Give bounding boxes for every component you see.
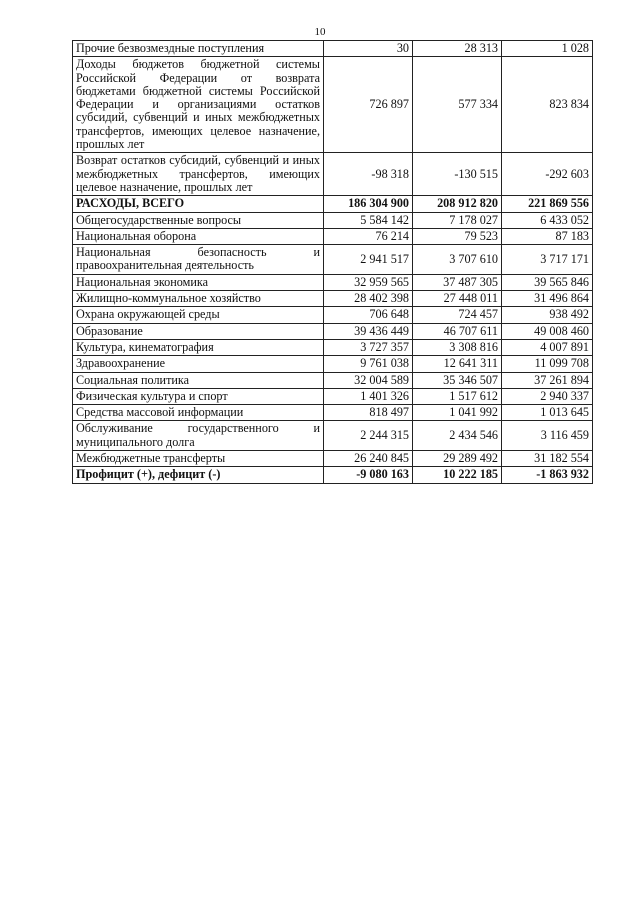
row-label: Возврат остатков субсидий, субвенций и иных межбюджетных трансфертов, имеющих целевое назначение, прошлых лет — [73, 153, 324, 196]
value-col-3: 37 261 894 — [502, 372, 593, 388]
value-col-3: -292 603 — [502, 153, 593, 196]
row-label: Национальная экономика — [73, 274, 324, 290]
value-col-2: -130 515 — [413, 153, 502, 196]
row-label: Профицит (+), дефицит (-) — [73, 467, 324, 483]
value-col-3: 49 008 460 — [502, 323, 593, 339]
row-label: Национальная оборона — [73, 228, 324, 244]
value-col-2: 577 334 — [413, 57, 502, 153]
table-row — [73, 228, 593, 244]
value-col-2: 10 222 185 — [413, 467, 502, 483]
value-col-2: 2 434 546 — [413, 421, 502, 451]
table-row — [73, 307, 593, 323]
value-col-3: 1 028 — [502, 41, 593, 57]
value-col-3: 39 565 846 — [502, 274, 593, 290]
value-col-2: 1 041 992 — [413, 405, 502, 421]
value-col-2: 35 346 507 — [413, 372, 502, 388]
table-row — [73, 372, 593, 388]
table-row — [73, 323, 593, 339]
value-col-1: -98 318 — [324, 153, 413, 196]
value-col-1: 26 240 845 — [324, 451, 413, 467]
table-row — [73, 405, 593, 421]
value-col-1: 726 897 — [324, 57, 413, 153]
table-row — [73, 153, 593, 196]
value-col-2: 724 457 — [413, 307, 502, 323]
row-label: Образование — [73, 323, 324, 339]
row-label: Межбюджетные трансферты — [73, 451, 324, 467]
value-col-3: 2 940 337 — [502, 388, 593, 404]
table-row — [73, 245, 593, 275]
value-col-1: 9 761 038 — [324, 356, 413, 372]
row-label: Национальная безопасность и правоохранительная деятельность — [73, 245, 324, 275]
table-row — [73, 274, 593, 290]
value-col-2: 208 912 820 — [413, 196, 502, 212]
value-col-3: 4 007 891 — [502, 339, 593, 355]
value-col-1: 818 497 — [324, 405, 413, 421]
value-col-1: 706 648 — [324, 307, 413, 323]
value-col-3: 1 013 645 — [502, 405, 593, 421]
value-col-2: 1 517 612 — [413, 388, 502, 404]
value-col-1: -9 080 163 — [324, 467, 413, 483]
row-label: Средства массовой информации — [73, 405, 324, 421]
row-label: Прочие безвозмездные поступления — [73, 41, 324, 57]
budget-table-body — [73, 41, 593, 484]
value-col-1: 76 214 — [324, 228, 413, 244]
value-col-2: 28 313 — [413, 41, 502, 57]
table-row — [73, 356, 593, 372]
table-row — [73, 421, 593, 451]
value-col-1: 32 004 589 — [324, 372, 413, 388]
row-label: Физическая культура и спорт — [73, 388, 324, 404]
value-col-3: -1 863 932 — [502, 467, 593, 483]
table-row — [73, 388, 593, 404]
value-col-3: 221 869 556 — [502, 196, 593, 212]
table-row — [73, 212, 593, 228]
value-col-3: 3 717 171 — [502, 245, 593, 275]
value-col-2: 3 308 816 — [413, 339, 502, 355]
value-col-2: 12 641 311 — [413, 356, 502, 372]
row-label: Охрана окружающей среды — [73, 307, 324, 323]
value-col-1: 28 402 398 — [324, 291, 413, 307]
value-col-3: 31 496 864 — [502, 291, 593, 307]
value-col-1: 32 959 565 — [324, 274, 413, 290]
table-row — [73, 451, 593, 467]
value-col-2: 37 487 305 — [413, 274, 502, 290]
page-number: 10 — [314, 26, 326, 38]
value-col-3: 6 433 052 — [502, 212, 593, 228]
row-label: Социальная политика — [73, 372, 324, 388]
table-row — [73, 339, 593, 355]
row-label: Обслуживание государственного и муниципального долга — [73, 421, 324, 451]
value-col-1: 2 941 517 — [324, 245, 413, 275]
row-label: Культура, кинематография — [73, 339, 324, 355]
value-col-2: 79 523 — [413, 228, 502, 244]
row-label: Здравоохранение — [73, 356, 324, 372]
value-col-3: 3 116 459 — [502, 421, 593, 451]
value-col-2: 27 448 011 — [413, 291, 502, 307]
value-col-2: 29 289 492 — [413, 451, 502, 467]
table-row — [73, 41, 593, 57]
table-row — [73, 467, 593, 483]
value-col-3: 11 099 708 — [502, 356, 593, 372]
value-col-3: 823 834 — [502, 57, 593, 153]
value-col-2: 46 707 611 — [413, 323, 502, 339]
value-col-2: 3 707 610 — [413, 245, 502, 275]
value-col-3: 938 492 — [502, 307, 593, 323]
table-row — [73, 57, 593, 153]
row-label: РАСХОДЫ, ВСЕГО — [73, 196, 324, 212]
row-label: Доходы бюджетов бюджетной системы Российской Федерации от возврата бюджетами бюджетной системы Российской Федерации и организациями остатков субсидий, субвенций и иных межбюджетных трансфертов, имеющих целевое назначение, прошлых лет — [73, 57, 324, 153]
table-row — [73, 291, 593, 307]
value-col-1: 1 401 326 — [324, 388, 413, 404]
row-label: Общегосударственные вопросы — [73, 212, 324, 228]
value-col-1: 3 727 357 — [324, 339, 413, 355]
value-col-1: 186 304 900 — [324, 196, 413, 212]
value-col-2: 7 178 027 — [413, 212, 502, 228]
value-col-1: 5 584 142 — [324, 212, 413, 228]
row-label: Жилищно-коммунальное хозяйство — [73, 291, 324, 307]
table-row — [73, 196, 593, 212]
value-col-3: 87 183 — [502, 228, 593, 244]
budget-table — [72, 40, 593, 484]
value-col-1: 30 — [324, 41, 413, 57]
value-col-1: 2 244 315 — [324, 421, 413, 451]
value-col-3: 31 182 554 — [502, 451, 593, 467]
value-col-1: 39 436 449 — [324, 323, 413, 339]
